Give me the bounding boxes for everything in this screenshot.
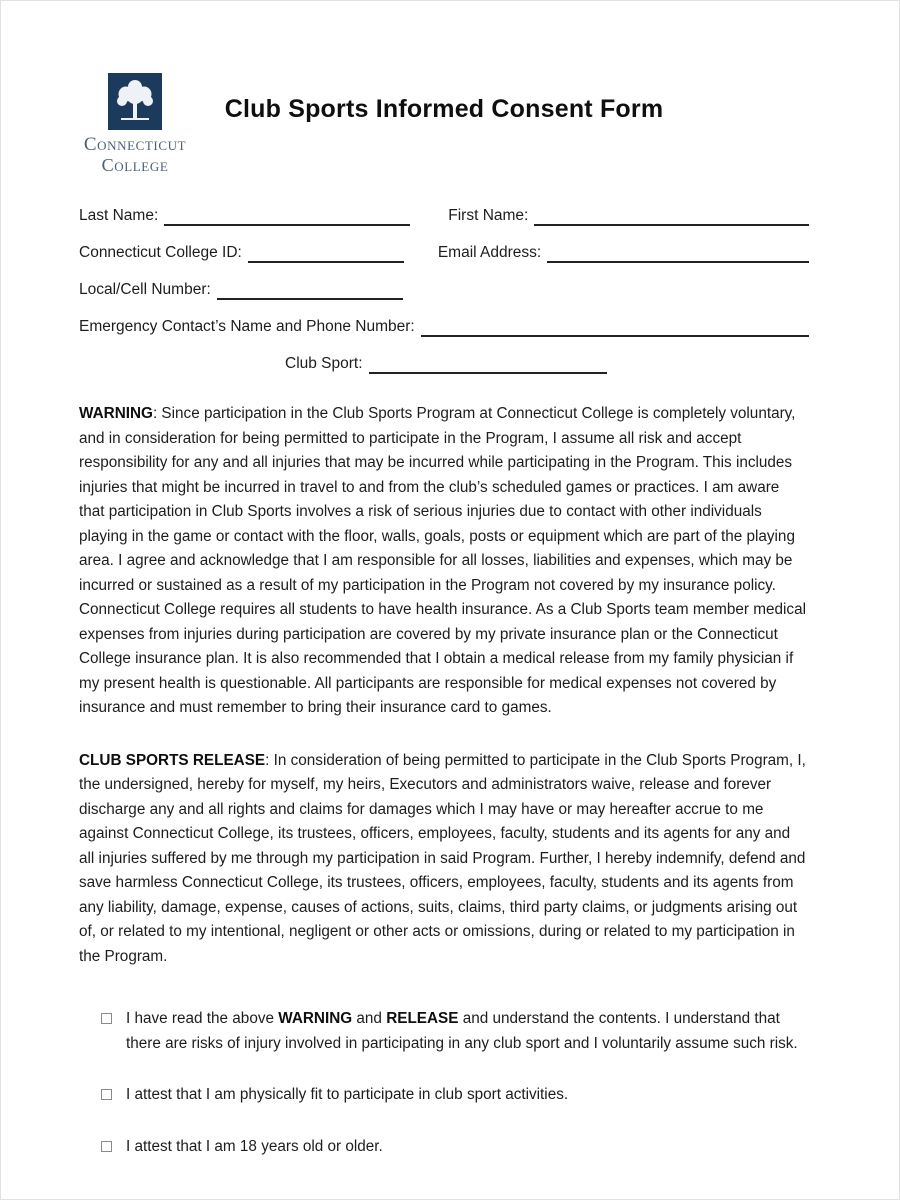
email-label: Email Address: xyxy=(437,244,542,261)
college-wordmark-line2: College xyxy=(101,154,169,175)
first-name-line[interactable] xyxy=(534,211,809,226)
tree-icon xyxy=(108,73,162,130)
emergency-contact-label: Emergency Contact’s Name and Phone Number: xyxy=(79,318,415,335)
college-wordmark-line1: Connecticut xyxy=(83,134,187,155)
last-name-line[interactable] xyxy=(164,211,410,226)
page-title: Club Sports Informed Consent Form xyxy=(224,95,664,123)
release-label: CLUB SPORTS RELEASE xyxy=(79,751,266,769)
checkbox-warning-release[interactable] xyxy=(101,1013,112,1024)
checkbox-item-warning-release xyxy=(79,1007,809,1056)
document-header xyxy=(79,1,809,175)
phone-row xyxy=(79,277,809,300)
checkbox1-bold-release: RELEASE xyxy=(386,1010,459,1027)
club-sport-label: Club Sport: xyxy=(285,355,363,372)
checkbox-item-physically-fit xyxy=(79,1083,809,1108)
release-body: : In consideration of being permitted to participate in the Club Sports Program, I, the undersigned, hereby for myself, my heirs, Executors and administrators waive, release and forever discharge any and all rights and claims for damages which I may have or may hereafter accrue to me against Connecticut College, its trustees, officers, employees, faculty, students and its agents for any and all injuries suffered by me through my participation in said Program. Further, I hereby indemnify, defend and save harmless Connecticut College, its trustees, officers, employees, faculty, students and its agents from any liability, damage, expense, causes of actions, suits, claims, third party claims, or judgments arising out of, or related to my intentional, negligent or other acts or omissions, during or related to my participation in the Program. xyxy=(79,751,806,965)
checkbox1-text-pre: I have read the above xyxy=(126,1010,279,1027)
college-wordmark xyxy=(71,135,199,176)
phone-line[interactable] xyxy=(217,285,403,300)
college-id-line[interactable] xyxy=(248,248,404,263)
club-sport-row xyxy=(285,351,809,374)
emergency-contact-row xyxy=(79,314,809,337)
college-id-label: Connecticut College ID: xyxy=(79,244,242,261)
email-line[interactable] xyxy=(547,248,809,263)
first-name-label: First Name: xyxy=(448,207,529,224)
checkbox-warning-release-label xyxy=(126,1007,809,1056)
warning-label: WARNING xyxy=(79,405,153,422)
name-row xyxy=(79,203,809,226)
release-paragraph xyxy=(79,749,809,970)
checkbox-age-18[interactable] xyxy=(101,1141,112,1152)
acknowledgement-checkboxes xyxy=(79,1007,809,1159)
connecticut-college-logo xyxy=(71,73,199,176)
emergency-contact-line[interactable] xyxy=(421,322,809,337)
checkbox-physically-fit[interactable] xyxy=(101,1089,112,1100)
fill-in-fields xyxy=(79,203,809,374)
checkbox1-text-mid: and xyxy=(352,1010,387,1027)
checkbox1-text-post: and understand the contents. I understand that there are risks of injury involved in participating in any club sport and I voluntarily assume such risk. xyxy=(126,1010,798,1052)
warning-body: : Since participation in the Club Sports Program at Connecticut College is completely voluntary, and in consideration for being permitted to participate in the Program, I assume all risk and accept responsibility for any and all injuries that may be incurred while participating in the Program. This includes injuries that might be incurred in travel to and from the club’s scheduled games or practices. I am aware that participation in Club Sports involves a risk of serious injuries due to contact with other individuals playing in the game or contact with the floor, walls, goals, posts or equipment which are part of the playing area. I agree and acknowledge that I am responsible for all losses, liabilities and expenses, which may be incurred or sustained as a result of my participation in the Program not covered by my insurance policy. Connecticut College requires all students to have health insurance. As a Club Sports team member medical expenses from injuries during participation are covered by my private insurance plan or the Connecticut College insurance plan. It is also recommended that I obtain a medical release from my family physician if my present health is questionable. All participants are responsible for medical expenses not covered by insurance and must remember to bring their insurance card to games. xyxy=(79,405,806,716)
phone-label: Local/Cell Number: xyxy=(79,281,211,298)
checkbox-age-18-label: I attest that I am 18 years old or older. xyxy=(126,1137,383,1155)
checkbox1-bold-warning: WARNING xyxy=(278,1010,353,1027)
warning-paragraph xyxy=(79,402,809,721)
club-sport-line[interactable] xyxy=(369,359,607,374)
last-name-label: Last Name: xyxy=(79,207,159,224)
id-email-row xyxy=(79,240,809,263)
checkbox-item-age-18 xyxy=(79,1135,809,1160)
checkbox-physically-fit-label: I attest that I am physically fit to participate in club sport activities. xyxy=(126,1086,569,1103)
